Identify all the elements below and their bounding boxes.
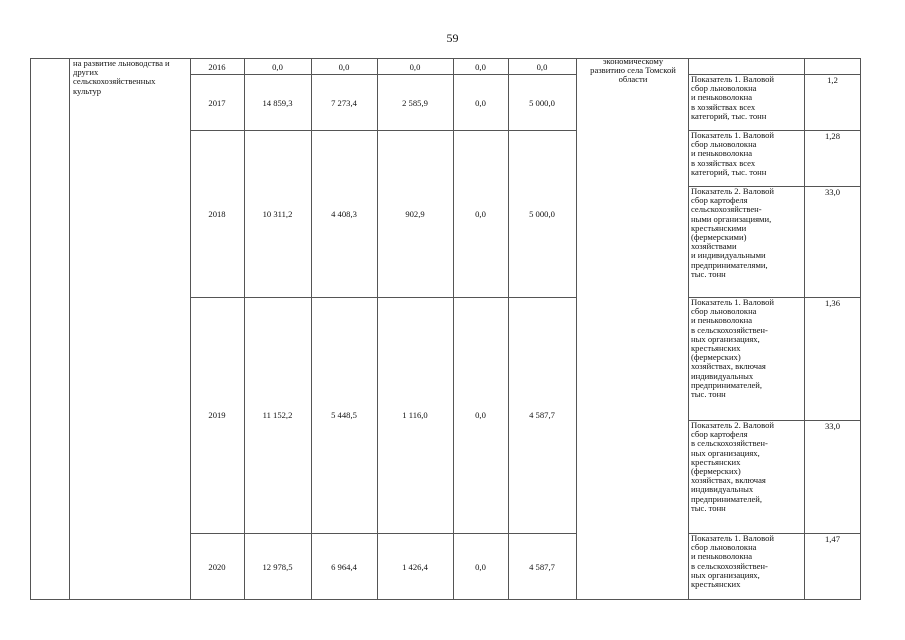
row-divider [190, 74, 576, 75]
total-cell: 12 978,5 [262, 562, 293, 572]
year-cell: 2019 [208, 410, 226, 420]
federal-cell: 5 448,5 [331, 410, 357, 420]
local-cell: 0,0 [475, 410, 486, 420]
indicator-text: Показатель 1. Валовой сбор льноволокна и пеньковолокна в хозяйствах всех категорий, тыс. тонн [691, 74, 774, 121]
indicator-value: 1,2 [827, 75, 838, 85]
regional-cell: 0,0 [409, 62, 421, 72]
year-cell: 2018 [208, 209, 226, 219]
indicator-value: 33,0 [824, 421, 841, 431]
year-cell: 2016 [208, 62, 226, 72]
col-divider [311, 58, 312, 600]
indicator-text: Показатель 1. Валовой сбор льноволокна и пеньковолокна в сельскохозяйствен- ных организациях, крестьянских (фермерских) хозяйствах, включая индивидуальных предпринимателей, тыс. тонн [691, 297, 774, 400]
regional-cell: 1 426,4 [402, 562, 428, 572]
col-divider [576, 58, 577, 600]
extra-cell: 5 000,0 [529, 98, 555, 108]
regional-cell: 902,9 [405, 209, 425, 219]
purpose-text: на развитие льноводства и других сельскохозяйственных культур [73, 58, 170, 96]
indicator-value: 1,47 [824, 534, 841, 544]
indicator-text: Показатель 2. Валовой сбор картофеля сельскохозяйствен- ными организациями, крестьянскими (фермерскими) хозяйствами и индивидуальными предпринимателями, тыс. тонн [691, 186, 774, 279]
total-cell: 0,0 [272, 62, 283, 72]
col-divider [377, 58, 378, 600]
extra-cell: 0,0 [536, 62, 548, 72]
total-cell: 10 311,2 [262, 209, 293, 219]
local-cell: 0,0 [475, 98, 486, 108]
extra-cell: 4 587,7 [529, 562, 555, 572]
local-cell: 0,0 [475, 62, 486, 72]
extra-cell: 4 587,7 [529, 410, 555, 420]
regional-cell: 1 116,0 [402, 410, 428, 420]
goal-text: экономическому развитию села Томской области [590, 56, 676, 85]
col-divider [244, 58, 245, 600]
federal-cell: 4 408,3 [331, 209, 357, 219]
col-divider [508, 58, 509, 600]
local-cell: 0,0 [475, 562, 486, 572]
federal-cell: 6 964,4 [331, 562, 357, 572]
indicator-text: Показатель 1. Валовой сбор льноволокна и пеньковолокна в сельскохозяйствен- ных организациях, крестьянских [691, 534, 774, 590]
row-divider [190, 533, 576, 534]
indicator-value: 33,0 [824, 187, 841, 197]
year-cell: 2020 [208, 562, 226, 572]
total-cell: 11 152,2 [262, 410, 293, 420]
page-number: 59 [446, 31, 459, 45]
table-border-bottom [30, 599, 861, 600]
total-cell: 14 859,3 [262, 98, 293, 108]
extra-cell: 5 000,0 [529, 209, 555, 219]
indicator-text: Показатель 2. Валовой сбор картофеля в сельскохозяйствен- ных организациях, крестьянских (фермерских) хозяйствах, включая индивидуальных предпринимателей, тыс. тонн [691, 420, 774, 513]
year-cell: 2017 [208, 98, 226, 108]
col-divider [69, 58, 70, 600]
indicator-text: Показатель 1. Валовой сбор льноволокна и пеньковолокна в хозяйствах всех категорий, тыс. тонн [691, 130, 774, 177]
col-divider [190, 58, 191, 600]
table-border-left [30, 58, 31, 600]
col-divider [688, 58, 689, 600]
table-border-right [860, 58, 861, 600]
federal-cell: 7 273,4 [331, 98, 357, 108]
local-cell: 0,0 [475, 209, 486, 219]
col-divider [453, 58, 454, 600]
row-divider [190, 297, 576, 298]
federal-cell: 0,0 [338, 62, 350, 72]
indicator-value: 1,28 [824, 131, 841, 141]
indicator-value: 1,36 [824, 298, 841, 308]
row-divider [190, 130, 576, 131]
regional-cell: 2 585,9 [402, 98, 428, 108]
